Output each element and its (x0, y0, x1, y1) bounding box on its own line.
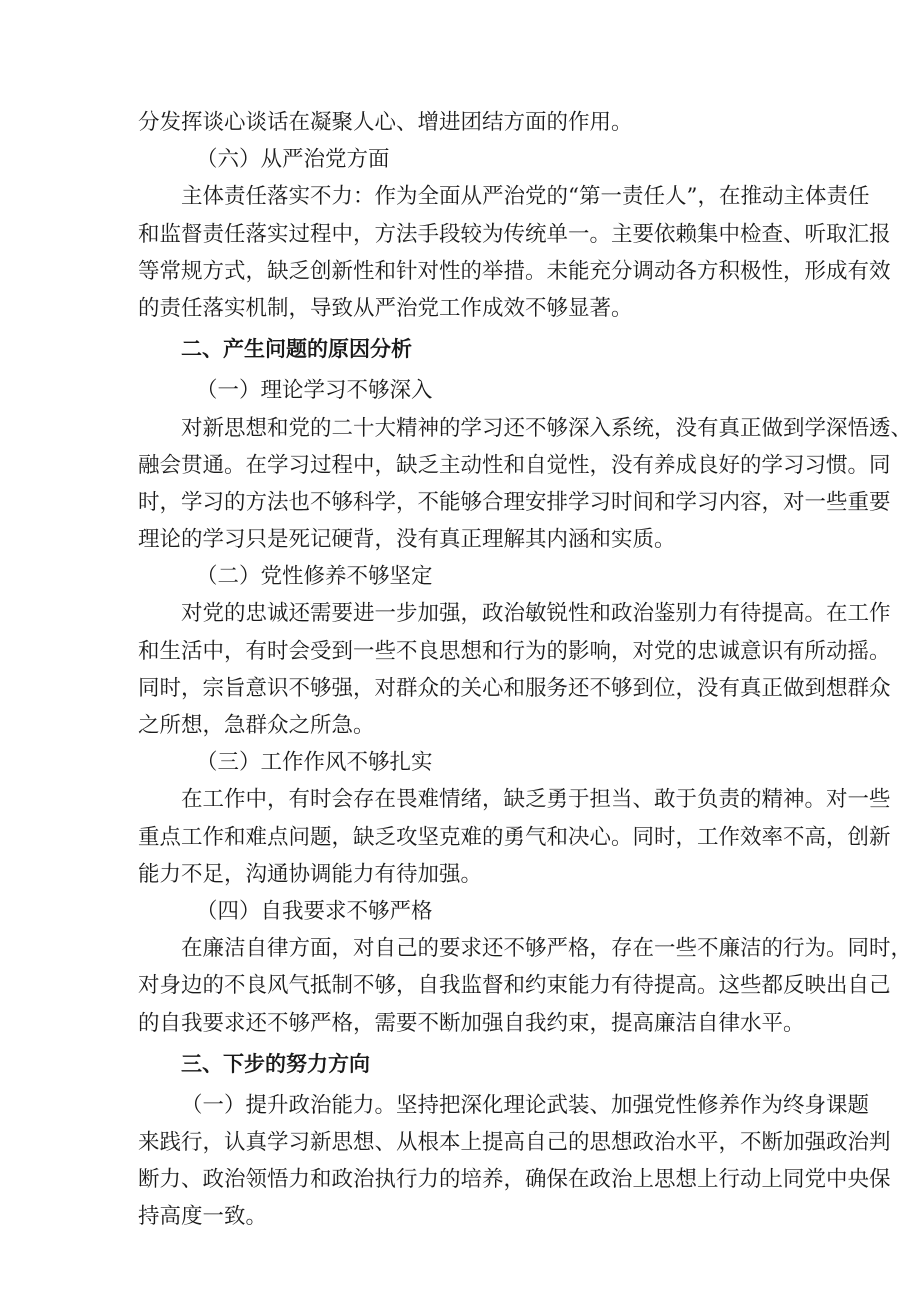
paragraph-line: 和生活中，有时会受到一些不良思想和行为的影响，对党的忠诚意识有所动摇。 (138, 638, 891, 664)
subsection-title: （六）从严治党方面 (196, 147, 390, 173)
paragraph-line: 对党的忠诚还需要进一步加强，政治敏锐性和政治鉴别力有待提高。在工作 (181, 601, 891, 627)
paragraph-line: 重点工作和难点问题，缺乏攻坚克难的勇气和决心。同时，工作效率不高，创新 (138, 824, 891, 850)
paragraph-line: 来践行，认真学习新思想、从根本上提高自己的思想政治水平，不断加强政治判 (138, 1130, 891, 1156)
subsection-title: （三）工作作风不够扎实 (196, 750, 433, 776)
paragraph-line: 之所想，急群众之所急。 (138, 713, 375, 738)
paragraph-line: 持高度一致。 (138, 1204, 268, 1230)
paragraph-line: 断力、政治领悟力和政治执行力的培养，确保在政治上思想上行动上同党中央保 (138, 1167, 891, 1193)
paragraph-line: 主体责任落实不力：作为全面从严治党的“第一责任人”，在推动主体责任 (181, 184, 870, 210)
paragraph-line: 融会贯通。在学习过程中，缺乏主动性和自觉性，没有养成良好的学习习惯。同 (138, 452, 891, 478)
paragraph-line: 分发挥谈心谈话在凝聚人心、增进团结方面的作用。 (138, 110, 633, 135)
paragraph-line: 同时，宗旨意识不够强，对群众的关心和服务还不够到位，没有真正做到想群众 (138, 675, 891, 701)
section-heading: 三、下步的努力方向 (181, 1051, 370, 1076)
document-body (138, 104, 913, 1236)
subsection-title: （二）党性修养不够坚定 (196, 564, 433, 590)
paragraph-line: 对新思想和党的二十大精神的学习还不够深入系统，没有真正做到学深悟透、 (181, 415, 913, 441)
subsection-title: （一）理论学习不够深入 (196, 378, 433, 404)
paragraph-line: 时，学习的方法也不够科学，不能够合理安排学习时间和学习内容，对一些重要 (138, 489, 891, 515)
paragraph-line: 等常规方式，缺乏创新性和针对性的举措。未能充分调动各方积极性，形成有效 (138, 258, 891, 284)
subsection-title: （四）自我要求不够严格 (196, 898, 433, 924)
paragraph-line: 对身边的不良风气抵制不够，自我监督和约束能力有待提高。这些都反映出自己 (138, 973, 891, 999)
paragraph-line: 理论的学习只是死记硬背，没有真正理解其内涵和实质。 (138, 527, 676, 553)
paragraph-line: 在廉洁自律方面，对自己的要求还不够严格，存在一些不廉洁的行为。同时， (181, 936, 913, 962)
paragraph-line: （一）提升政治能力。坚持把深化理论武装、加强党性修养作为终身课题 (181, 1092, 870, 1118)
paragraph-line: 在工作中，有时会存在畏难情绪，缺乏勇于担当、敢于负责的精神。对一些 (181, 787, 891, 813)
paragraph-line: 能力不足，沟通协调能力有待加强。 (138, 861, 483, 887)
paragraph-line: 和监督责任落实过程中，方法手段较为传统单一。主要依赖集中检查、听取汇报 (138, 221, 891, 247)
paragraph-line: 的责任落实机制，导致从严治党工作成效不够显著。 (138, 295, 633, 321)
section-heading: 二、产生问题的原因分析 (181, 337, 412, 362)
paragraph-line: 的自我要求还不够严格，需要不断加强自我约束，提高廉洁自律水平。 (138, 1010, 805, 1036)
